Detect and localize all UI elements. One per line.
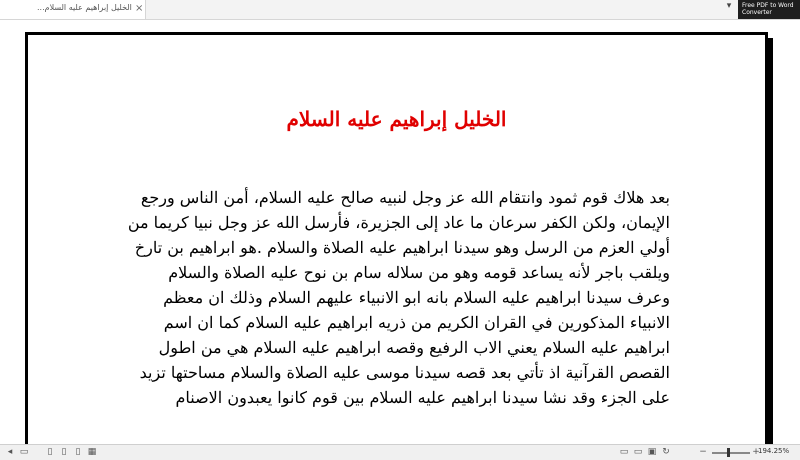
body-line: وعرف سيدنا ابراهيم عليه السلام بانه ابو الانبياء عليهم السلام وذلك ان معظم: [163, 288, 670, 307]
zoom-slider-knob[interactable]: [727, 448, 730, 457]
document-body: [110, 185, 670, 410]
body-line: على الجزء وقد نشا سيدنا ابراهيم عليه السلام بين قوم كانوا يعبدون الاصنام: [175, 388, 670, 407]
continuous-icon[interactable]: ▯: [75, 447, 81, 457]
body-line: الانبياء المذكورين في القران الكريم من ذريه ابراهيم عليه السلام كما ان اسم: [163, 313, 670, 332]
zoom-level: 194.25%: [758, 447, 790, 455]
tab-bar: [0, 0, 800, 20]
zoom-in-icon[interactable]: +: [752, 447, 760, 457]
body-line: بعد هلاك قوم ثمود وانتقام الله عز وجل لنبيه صالح عليه السلام، أمن الناس ورجع: [140, 188, 670, 207]
body-line: أولي العزم من الرسل وهو سيدنا ابراهيم عليه الصلاة والسلام .هو ابراهيم بن تارخ: [134, 238, 670, 257]
tab-title: الخليل إبراهيم عليه السلام...: [37, 3, 132, 12]
chevron-down-icon[interactable]: ▾: [726, 1, 732, 11]
body-line: القصص القرآنية اذ تأتي بعد قصه سيدنا موسى عليه الصلاة والسلام مساحتها تزيد: [139, 363, 670, 382]
zoom-slider[interactable]: [712, 452, 750, 454]
document-viewer[interactable]: [0, 20, 800, 444]
rotate-icon[interactable]: ↻: [662, 447, 670, 457]
single-page-icon[interactable]: ▯: [47, 447, 53, 457]
document-tab[interactable]: [0, 0, 146, 19]
body-line: ويلقب باجر لأنه يساعد قومه وهو من سلاله سام بن نوح عليه الصلاة والسلام: [168, 263, 670, 282]
body-line: الإيمان، ولكن الكفر سرعان ما عاد إلى الجزيرة، فأرسل الله عز وجل نبيا كريما من: [127, 213, 670, 232]
promo-banner[interactable]: Free PDF to Word Converter: [738, 0, 800, 19]
body-line: ابراهيم عليه السلام يعني الاب الرفيع وقصه ابراهيم عليه السلام هي من اطول: [158, 338, 670, 357]
actual-size-icon[interactable]: ▣: [647, 447, 657, 457]
page-prev-icon[interactable]: ◂: [7, 447, 13, 457]
close-icon[interactable]: ×: [135, 3, 144, 14]
fit-page-icon[interactable]: ▭: [633, 447, 643, 457]
page-indicator-icon[interactable]: ▭: [19, 447, 29, 457]
fit-width-icon[interactable]: ▭: [619, 447, 629, 457]
status-bar: [0, 444, 800, 460]
document-page: [25, 32, 768, 444]
document-title: الخليل إبراهيم عليه السلام: [286, 107, 507, 131]
zoom-out-icon[interactable]: −: [699, 447, 707, 457]
two-page-icon[interactable]: ▯: [61, 447, 67, 457]
page-shadow: [768, 38, 773, 444]
thumbnail-icon[interactable]: ▦: [87, 447, 97, 457]
